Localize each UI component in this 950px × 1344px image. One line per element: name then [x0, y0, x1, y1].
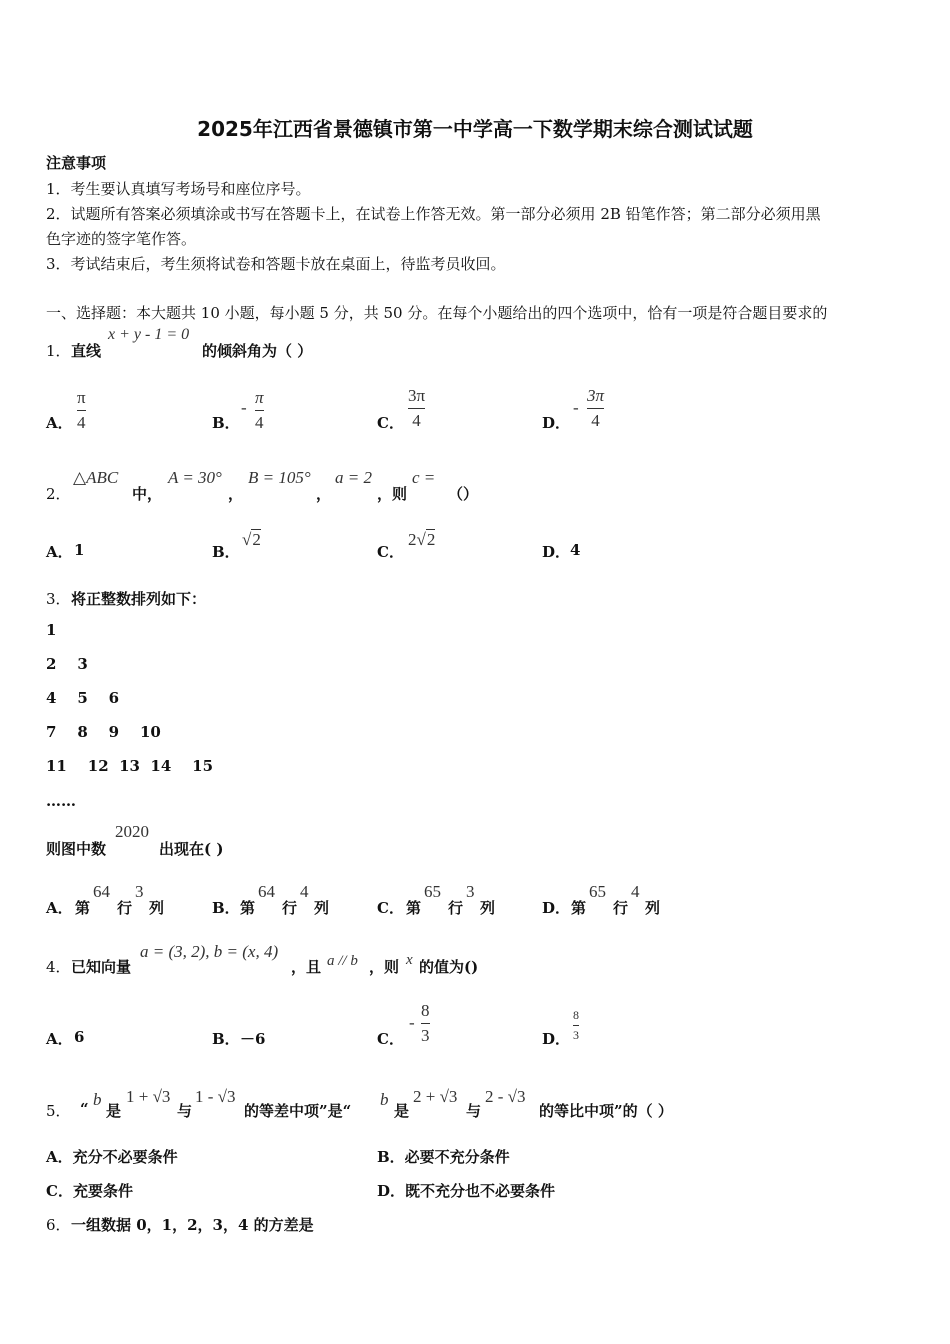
q1-label-b: B． — [212, 414, 240, 432]
q4-post: 的值为() — [419, 958, 479, 976]
radicand: 2 — [252, 530, 261, 549]
numerator: 3π — [408, 386, 426, 405]
q4-label-a: A． — [46, 1030, 73, 1048]
q2-number: 2． — [46, 485, 71, 503]
q3-number: 3． — [46, 590, 71, 608]
q5-yu-2: 与 — [466, 1102, 482, 1120]
q3-a-col: 3 — [135, 882, 144, 901]
q2-triangle: △ABC — [73, 468, 119, 487]
numerator: 3π — [587, 386, 605, 405]
q5-yu-1: 与 — [177, 1102, 193, 1120]
q4-label-b: B． — [212, 1030, 240, 1048]
q2-label-a: A． — [46, 543, 73, 561]
coefficient: 2 — [408, 530, 417, 549]
notice-item-1: 1．考生要认真填写考场号和座位序号。 — [46, 180, 311, 198]
q3-a-hang: 行 — [117, 899, 133, 917]
q5-shi-1: 是 — [106, 1102, 122, 1120]
q2-comma-2: ， — [316, 485, 332, 503]
q3-label-b: B． — [212, 899, 240, 917]
q6-text: 一组数据 0，1，2，3，4 的方差是 — [71, 1216, 314, 1234]
q4-option-b: －6 — [240, 1030, 266, 1048]
section-heading: 一、选择题：本大题共 10 小题，每小题 5 分，共 50 分。在每个小题给出的四个选项中，恰有一项是符合题目要求的 — [46, 304, 828, 322]
q3-text: 将正整数排列如下： — [71, 590, 207, 608]
q4-qie: ，且 — [291, 958, 322, 976]
notice-item-3: 3．考试结束后，考生须将试卷和答题卡放在桌面上，待监考员收回。 — [46, 255, 506, 273]
notice-item-2-cont: 色字迹的签字笔作答。 — [46, 230, 197, 248]
q3-row-4: 7 8 9 10 — [46, 723, 161, 741]
q3-d-lie: 列 — [645, 899, 661, 917]
q5-expr-2: 1 - √3 — [195, 1087, 236, 1106]
q3-d-hang: 行 — [613, 899, 629, 917]
q4-option-d-fraction — [573, 1008, 579, 1043]
denominator: 3 — [573, 1028, 579, 1042]
notice-heading: 注意事项 — [46, 154, 107, 172]
notice-item-2: 2．试题所有答案必须填涂或书写在答题卡上，在试卷上作答无效。第一部分必须用 2B 铅笔作答；第二部分必须用黑 — [46, 205, 821, 223]
q3-ask-post: 出现在( ) — [159, 840, 224, 858]
q3-row-2: 2 3 — [46, 655, 88, 673]
q4-pre: 已知向量 — [71, 958, 132, 976]
q4-number: 4． — [46, 958, 71, 976]
q5-open-quote-1: “ — [80, 1100, 89, 1118]
q2-side-a: a = 2 — [335, 468, 372, 487]
q3-b-di: 第 — [240, 899, 256, 917]
q5-b-2: b — [380, 1090, 389, 1109]
q6-number: 6． — [46, 1216, 71, 1234]
q2-angle-a: A = 30° — [168, 468, 222, 487]
q3-label-d: D． — [542, 899, 571, 917]
q3-row-ellipsis: …… — [46, 792, 76, 810]
q3-b-lie: 列 — [314, 899, 330, 917]
q3-a-di: 第 — [75, 899, 91, 917]
q2-label-b: B． — [212, 543, 240, 561]
q4-x: x — [406, 952, 413, 968]
q5-option-a: A．充分不必要条件 — [46, 1148, 178, 1166]
q1-option-d-sign: - — [573, 398, 579, 417]
q3-b-hang: 行 — [282, 899, 298, 917]
q3-d-row: 65 — [589, 882, 606, 901]
q2-paren: （） — [448, 485, 479, 503]
q3-d-col: 4 — [631, 882, 640, 901]
q5-expr-3: 2 + √3 — [413, 1087, 458, 1106]
q1-option-a-fraction — [77, 388, 86, 433]
q1-label-a: A． — [46, 414, 73, 432]
q1-equation: x + y - 1 = 0 — [108, 326, 190, 343]
q5-number: 5． — [46, 1102, 71, 1120]
denominator: 3 — [421, 1026, 430, 1045]
q2-label-d: D． — [542, 543, 571, 561]
q1-post: 的倾斜角为（ ） — [202, 342, 313, 360]
q2-option-d: 4 — [570, 541, 581, 559]
q3-row-5: 11 12 13 14 15 — [46, 757, 214, 775]
q1-number: 1． — [46, 342, 71, 360]
q4-label-d: D． — [542, 1030, 571, 1048]
q1-option-c-fraction — [408, 386, 425, 431]
q5-option-d: D．既不充分也不必要条件 — [377, 1182, 556, 1200]
q5-mid: 的等差中项”是“ — [244, 1102, 352, 1120]
q3-a-row: 64 — [93, 882, 110, 901]
q5-expr-1: 1 + √3 — [126, 1087, 171, 1106]
q2-label-c: C． — [377, 543, 404, 561]
q4-ze: ，则 — [369, 958, 400, 976]
q3-ask-pre: 则图中数 — [46, 840, 107, 858]
denominator: 4 — [255, 413, 264, 432]
q3-c-hang: 行 — [448, 899, 464, 917]
q5-option-b: B．必要不充分条件 — [377, 1148, 510, 1166]
denominator: 4 — [77, 413, 86, 432]
q3-b-col: 4 — [300, 882, 309, 901]
q2-option-b-sqrt: √2 — [242, 530, 261, 549]
q2-option-c-sqrt: 2√2 — [408, 530, 436, 549]
q2-option-a: 1 — [74, 541, 85, 559]
q1-pre: 直线 — [71, 342, 102, 360]
q4-parallel: a // b — [327, 953, 358, 969]
q5-expr-4: 2 - √3 — [485, 1087, 526, 1106]
q2-side-c: c = — [412, 468, 436, 487]
numerator: 8 — [421, 1001, 430, 1020]
q1-option-d-fraction — [587, 386, 604, 431]
page-title: 2025年江西省景德镇市第一中学高一下数学期末综合测试试题 — [197, 117, 753, 141]
radicand: 2 — [426, 530, 436, 549]
q3-a-lie: 列 — [149, 899, 165, 917]
q1-option-b-sign: - — [241, 398, 247, 417]
q3-c-di: 第 — [406, 899, 422, 917]
denominator: 4 — [591, 411, 600, 430]
q1-label-c: C． — [377, 414, 404, 432]
q2-angle-b: B = 105° — [248, 468, 311, 487]
q4-vectors: a = (3, 2), b = (x, 4) — [140, 942, 279, 961]
q2-comma-1: ， — [228, 485, 244, 503]
q3-c-col: 3 — [466, 882, 475, 901]
q3-row-1: 1 — [46, 621, 57, 639]
q2-zhong: 中， — [132, 485, 163, 503]
q4-label-c: C． — [377, 1030, 404, 1048]
q2-ze: ，则 — [377, 485, 408, 503]
numerator: 8 — [573, 1008, 579, 1022]
q3-c-row: 65 — [424, 882, 441, 901]
q4-option-a: 6 — [74, 1028, 85, 1046]
q3-d-di: 第 — [571, 899, 587, 917]
q3-row-3: 4 5 6 — [46, 689, 120, 707]
q3-c-lie: 列 — [480, 899, 496, 917]
q3-label-c: C． — [377, 899, 404, 917]
q5-option-c: C．充要条件 — [46, 1182, 133, 1200]
q3-b-row: 64 — [258, 882, 275, 901]
q4-option-c-sign: - — [409, 1013, 415, 1032]
q5-b-1: b — [93, 1090, 102, 1109]
q3-label-a: A． — [46, 899, 73, 917]
q5-post: 的等比中项”的（ ） — [539, 1102, 673, 1120]
denominator: 4 — [412, 411, 421, 430]
q4-option-c-fraction — [421, 1001, 430, 1046]
numerator: π — [77, 388, 86, 407]
q1-label-d: D． — [542, 414, 571, 432]
q3-ask-number: 2020 — [115, 822, 149, 841]
numerator: π — [255, 388, 264, 407]
q1-option-b-fraction — [255, 388, 264, 433]
q5-shi-2: 是 — [394, 1102, 410, 1120]
